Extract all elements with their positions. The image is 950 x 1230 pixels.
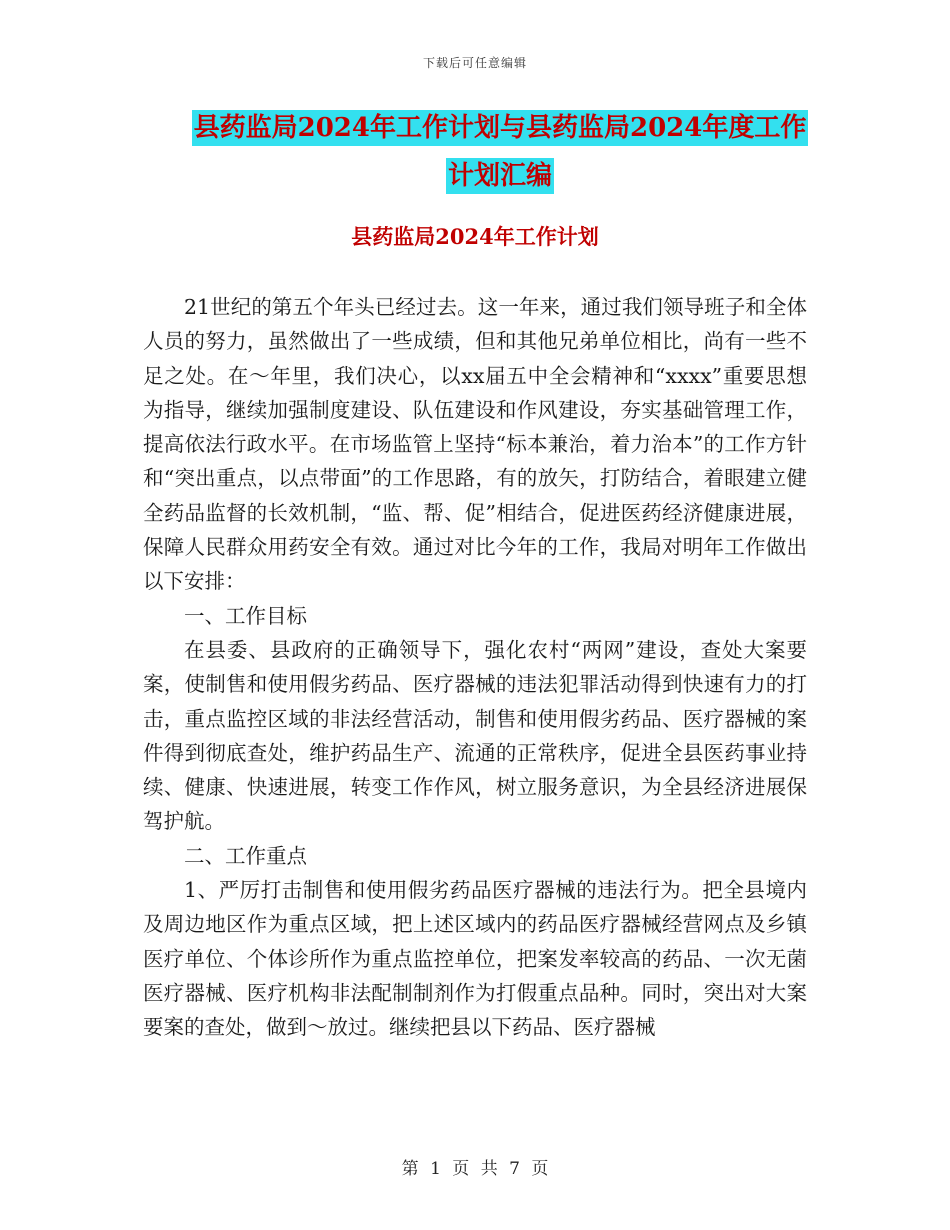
document-title-line-1: 县药监局2024年工作计划与县药监局2024年度工作 [192, 110, 809, 146]
paragraph-intro: 21世纪的第五个年头已经过去。这一年来，通过我们领导班子和全体人员的努力，虽然做出了一些成绩，但和其他兄弟单位相比，尚有一些不足之处。在～年里，我们决心，以xx届五中全会精神和“xxxx”重要思想为指导，继续加强制度建设、队伍建设和作风建设，夯实基础管理工作，提高依法行政水平。在市场监管上坚持“标本兼治，着力治本”的工作方针和“突出重点，以点带面”的工作思路，有的放矢，打防结合，着眼建立健全药品监督的长效机制，“监、帮、促”相结合，促进医药经济健康进展，保障人民群众用药安全有效。通过对比今年的工作，我局对明年工作做出以下安排： [143, 295, 807, 594]
document-title-line-2: 计划汇编 [446, 158, 554, 194]
page-number-footer: 第 1 页 共 7 页 [401, 1159, 549, 1179]
header-note: 下载后可任意编辑 [422, 56, 527, 70]
heading-work-goals: 一、工作目标 [184, 603, 307, 628]
heading-work-focus: 二、工作重点 [184, 843, 307, 868]
paragraph-work-focus-1: 1、严厉打击制售和使用假劣药品医疗器械的违法行为。把全县境内及周边地区作为重点区域，把上述区域内的药品医疗器械经营网点及乡镇医疗单位、个体诊所作为重点监控单位，把案发率较高的药品、一次无菌医疗器械、医疗机构非法配制制剂作为打假重点品种。同时，突出对大案要案的查处，做到～放过。继续把县以下药品、医疗器械 [143, 878, 807, 1040]
paragraph-work-goals: 在县委、县政府的正确领导下，强化农村“两网”建设，查处大案要案，使制售和使用假劣药品、医疗器械的违法犯罪活动得到快速有力的打击，重点监控区域的非法经营活动，制售和使用假劣药品、医疗器械的案件得到彻底查处，维护药品生产、流通的正常秩序，促进全县医药事业持续、健康、快速进展，转变工作作风，树立服务意识，为全县经济进展保驾护航。 [143, 637, 807, 834]
document-title [140, 104, 860, 200]
document-body [143, 290, 807, 1045]
section-title: 县药监局2024年工作计划 [351, 224, 599, 249]
